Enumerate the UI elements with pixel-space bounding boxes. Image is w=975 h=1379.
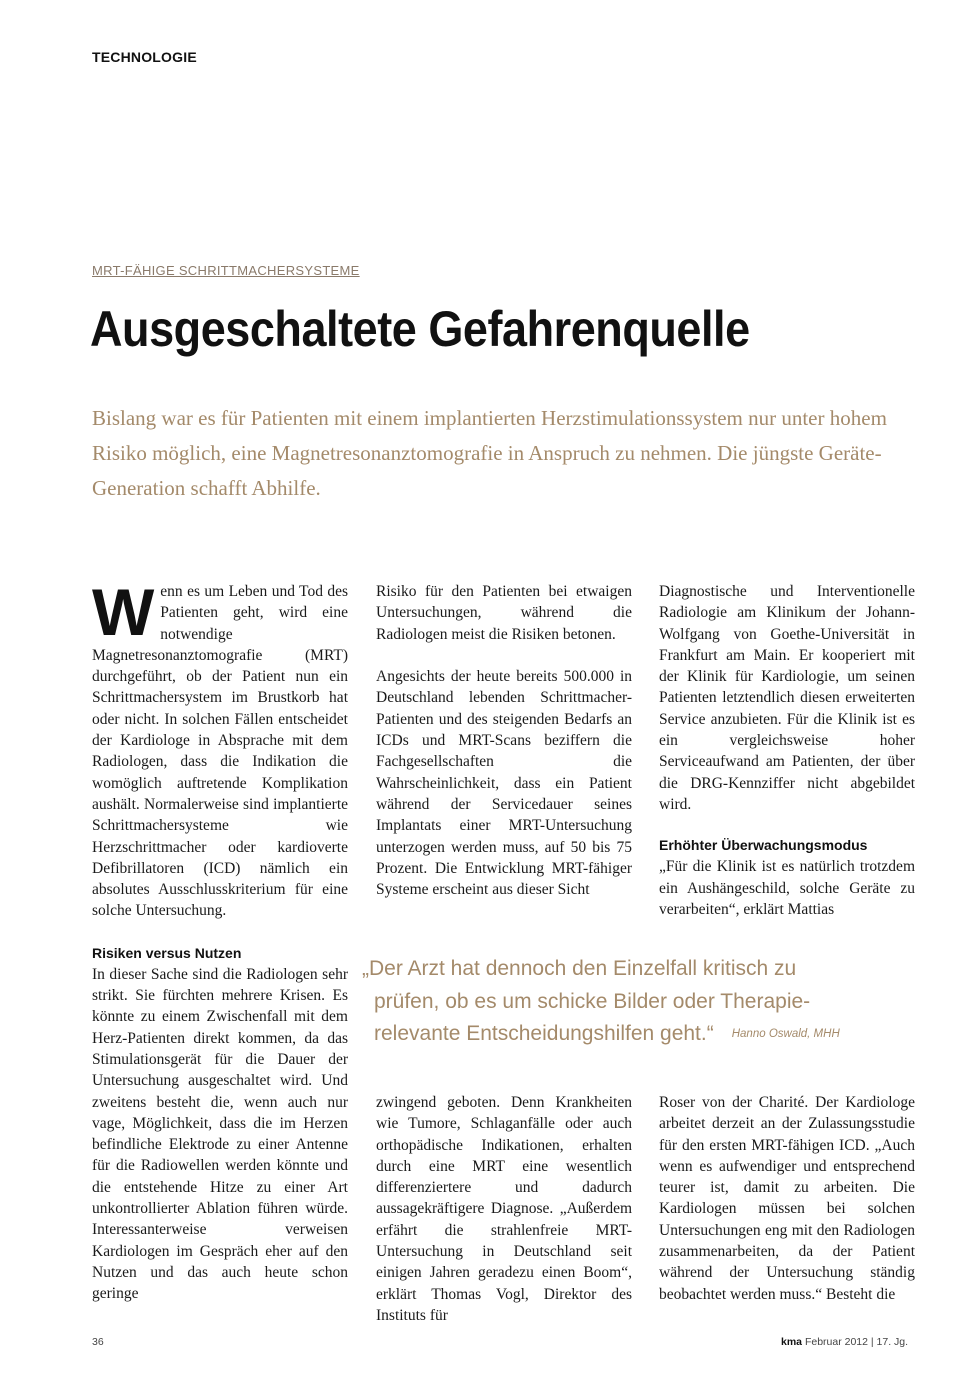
issue-info: Februar 2012 | 17. Jg. [804,1336,909,1348]
subheading-ueberwachung: Erhöhter Überwachungsmodus [659,837,868,854]
footer-issue [781,1336,908,1348]
body-paragraph: Angesichts der heute bereits 500.000 in Deutschland lebenden Schrittmacher-Patienten und des steigenden Bedarfs an ICDs und MRT-Scans beziffern die Fachgesellschaften die Wahrscheinlichkeit, dass ein Patient während der Servicedauer seines Implantats einer MRT-Untersuchung unterzogen werden muss, auf 50 bis 75 Prozent. Die Entwicklung MRT-fähiger Systeme erscheint aus dieser Sicht [376,668,632,899]
page-number: 36 [92,1336,104,1348]
intro-paragraph [92,575,348,922]
article-headline: Ausgeschaltete Gefahrenquelle [90,301,750,357]
body-paragraph: Diagnostische und Interventionelle Radiologie am Klinikum der Johann-Wolfgang von Goethe-Universität in Frankfurt am Main. Er kooperiert mit der Klinik für Kardiologie, um seinen Patienten letztendlich diesen erweiterten Service anzubieten. Für die Klinik ist es ein vergleichsweise hoher Serviceaufwand am Patienten, der über die DRG-Kennziffer nicht abgebildet wird. [659,583,915,813]
column-3-bottom [659,1092,915,1305]
quote-line: prüfen, ob es um schicke Bilder oder Therapie- [374,989,811,1013]
body-paragraph: Roser von der Charité. Der Kardiologe arbeitet derzeit an der Zulassungsstudie für den ersten MRT-fähigen ICD. „Auch wenn es aufwendiger und entsprechend teurer ist, damit zu arbeiten. Die Kardiologen müssen bei solchen Untersuchungen eng mit den Radiologen zusammenarbeiten, da der Patient während der Untersuchung ständig beobachtet werden muss.“ Besteht die [659,1094,915,1303]
quote-line: „Der Arzt hat dennoch den Einzelfall kritisch zu [362,957,797,980]
intro-text: enn es um Leben und Tod des Patienten geht, wird eine notwendige Magnetresonanztomografie (MRT) durchgeführt, ob der Patient nun ein Schrittmachersystem im Brustkorb hat oder nicht. In solchen Fällen entscheidet der Kardiologe in Absprache mit dem Radiologen, dass die Indikation die womöglich auftretende Komplikation aushält. Normalerweise sind implantierte Schrittmachersysteme wie Herzschrittmacher oder kardioverte Defibrillatoren (ICD) nämlich ein absolutes Ausschlusskriterium für eine solche Untersuchung. [92,583,348,920]
column-2-top [376,581,632,900]
article-kicker: MRT-FÄHIGE SCHRITTMACHERSYSTEME [92,263,360,278]
pull-quote [362,953,902,1051]
column-2-bottom [376,1092,632,1326]
quote-line: relevante Entscheidungshilfen geht.“ [374,1022,714,1045]
column-3-top [659,581,915,920]
body-paragraph: „Für die Klinik ist es natürlich trotzdem ein Aushängeschild, solche Geräte zu verarbeiten“, erklärt Mattias [659,858,915,918]
magazine-brand: kma [781,1336,803,1348]
subheading-risiken: Risiken versus Nutzen [92,944,242,961]
article-lead: Bislang war es für Patienten mit einem implantierten Herzstimulationssystem nur unter hohem Risiko möglich, eine Magnetresonanztomografie in Anspruch zu nehmen. Die jüngste Geräte-Generation schafft Abhilfe. [92,406,887,500]
body-paragraph: Risiko für den Patienten bei etwaigen Untersuchungen, während die Radiologen meist die Risiken betonen. [376,583,632,643]
body-paragraph: In dieser Sache sind die Radiologen sehr strikt. Sie fürchten mehrere Krisen. Es könnte zu einem Zwischenfall mit dem Herz-Patienten direkt kommen, da das Stimulationsgerät für die Dauer der Untersuchung ausgeschaltet wird. Und zweitens besteht die, wenn auch nur vage, Möglichkeit, dass die im Herzen befindliche Elektrode zu einer Antenne für die Radiowellen werden könnte und die entstehende Hitze zu einer Art unkontrollierter Ablation führen würde. Interessanterweise verweisen Kardiologen im Gespräch eher auf den Nutzen und das auch heute schon geringe [92,965,348,1303]
section-label: TECHNOLOGIE [92,49,197,65]
quote-attribution: Hanno Oswald, MHH [731,1028,840,1041]
body-paragraph: zwingend geboten. Denn Krankheiten wie Tumore, Schlaganfälle oder auch orthopädische Indikationen, erhalten durch eine MRT eine wesentlich differenziertere und dadurch aussagekräftigere Diagnose. „Außerdem erfährt die strahlenfreie MRT-Untersuchung in Deutschland seit einigen Jahren geradezu einen Boom“, erklärt Thomas Vogl, Direktor des Instituts für [376,1094,632,1324]
drop-cap: W [92,575,155,649]
column-1 [92,575,348,1305]
